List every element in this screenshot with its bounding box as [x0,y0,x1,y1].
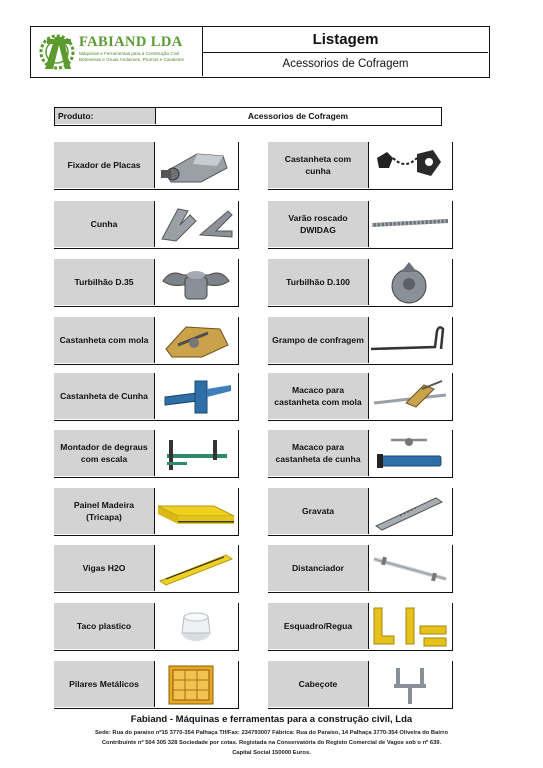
company-name: FABIAND LDA [79,34,183,50]
item-vigas-h2o [54,545,239,593]
page-subtitle: Acessorios de Cofragem [282,58,409,70]
item-label: Varão roscado DWIDAG [268,201,369,247]
item-label: Turbilhão D.100 [268,259,369,305]
item-varao-roscado [268,201,453,249]
item-montador-de-degraus [54,430,239,478]
item-label: Cabeçote [268,661,369,707]
gear-logo-icon [37,31,77,73]
item-label: Castanheta com cunha [268,142,369,188]
lever-jack-icon [369,373,451,419]
product-label: Produto: [55,108,156,124]
footer-title: Fabiand - Máquinas e ferramentas para a construção civil, Lda [130,714,413,725]
header-titles [203,27,488,76]
item-label: Macaco para castanheta de cunha [268,430,369,476]
product-value: Acessorios de Cofragem [247,111,349,121]
item-label: Montador de degraus com escala [54,430,155,476]
item-label: Fixador de Placas [54,142,155,188]
page-title: Listagem [203,27,488,53]
hook-rod-icon [369,317,451,363]
header [30,26,490,78]
beam-icon [155,545,237,591]
footer-registration: Contribuinte nº 504 305 328 Sociedade por cotas. Registada na Conservatória do Registo Comercial de Vagos sob o nº 639. [101,740,442,746]
tie-bar-icon [369,488,451,534]
item-label: Cunha [54,201,155,247]
item-esquadro-regua [268,603,453,651]
item-castanheta-de-cunha [54,373,239,421]
footer-address: Sede: Rua do paraíso nº15 3770-354 Palhaça Tlf/Fax: 234793007 Fábrica: Rua do Paraíso, 14 Palhaça 3770-354 Oliveira do Bairro [95,730,448,736]
item-label: Castanheta com mola [54,317,155,363]
square-ruler-icon [369,603,451,649]
item-painel-madeira [54,488,239,536]
spring-clamp-icon [155,317,237,363]
item-label: Esquadro/Regua [268,603,369,649]
clamp-plate-icon [155,142,237,188]
company-tagline: Máquinas e Ferramentas para a Construção Civil Betoneiras e Gruas Andaimes, Prumos e Cavaletes [79,51,184,62]
spacer-icon [369,545,451,591]
step-mounter-icon [155,430,237,476]
item-turbilhao-d35 [54,259,239,307]
item-label: Distanciador [268,545,369,591]
item-label: Vigas H2O [54,545,155,591]
item-castanheta-com-mola [54,317,239,365]
blue-wedge-clamp-icon [155,373,237,419]
item-macaco-castanheta-mola [268,373,453,421]
item-taco-plastico [54,603,239,651]
wood-panel-icon [155,488,237,534]
item-gravata [268,488,453,536]
plastic-cap-icon [155,603,237,649]
footer-capital: Capital Social 150000 Euros. [232,750,311,756]
item-label: Pilares Metálicos [54,661,155,707]
item-distanciador [268,545,453,593]
item-fixador-de-placas [54,142,239,190]
plate-nut-icon [369,259,451,305]
wing-nut-icon [155,259,237,305]
item-cabecote [268,661,453,709]
item-label: Grampo de confragem [268,317,369,363]
blue-jack-icon [369,430,451,476]
item-label: Macaco para castanheta com mola [268,373,369,419]
wedge-clamp-chain-icon [369,142,451,188]
item-label: Painel Madeira (Tricapa) [54,488,155,534]
threaded-rod-icon [369,201,451,247]
metal-pillar-icon [155,661,237,707]
item-grampo-de-confragem [268,317,453,365]
item-label: Taco plastico [54,603,155,649]
company-logo [31,27,203,76]
item-macaco-castanheta-cunha [268,430,453,478]
item-label: Castanheta de Cunha [54,373,155,419]
item-label: Gravata [268,488,369,534]
item-cunha [54,201,239,249]
item-label: Turbilhão D.35 [54,259,155,305]
wedge-icon [155,201,237,247]
product-row [54,107,442,126]
item-turbilhao-d100 [268,259,453,307]
item-castanheta-com-cunha [268,142,453,190]
item-pilares-metalicos [54,661,239,709]
fork-head-icon [369,661,451,707]
